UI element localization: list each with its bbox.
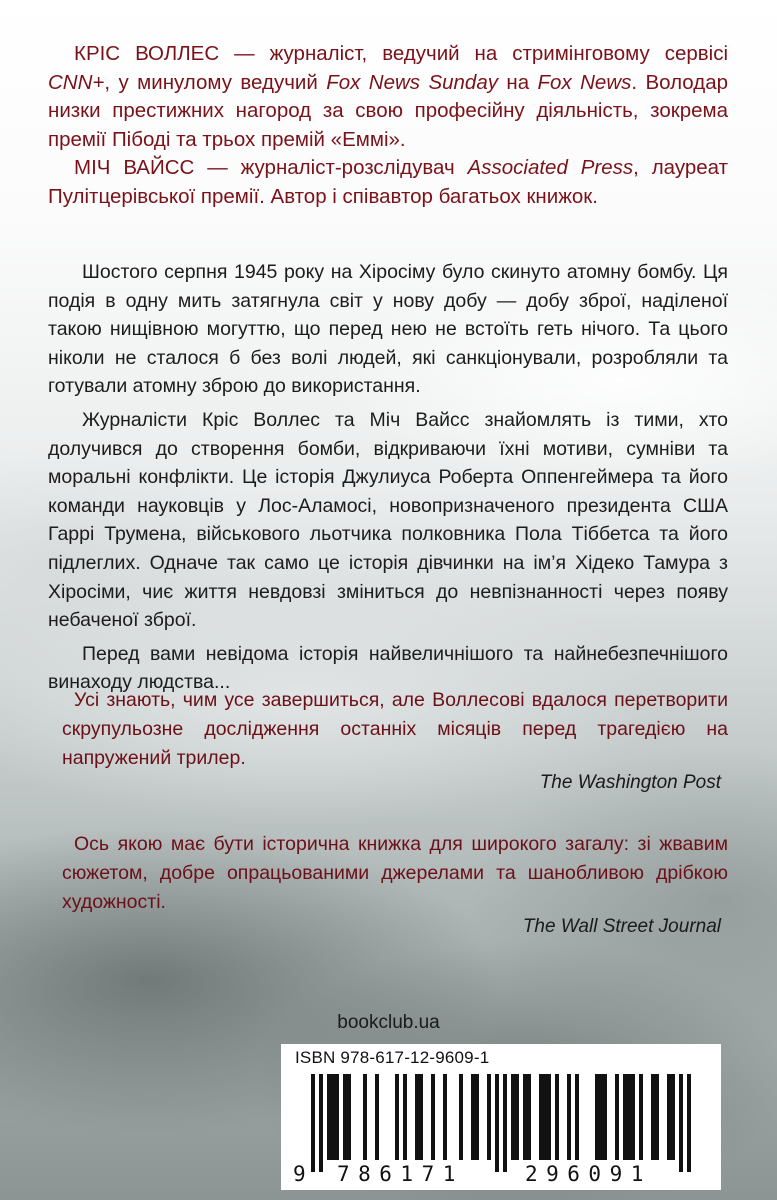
barcode-bar — [475, 1074, 479, 1160]
associated-press: Associated Press — [467, 156, 634, 179]
barcode-bar — [363, 1074, 367, 1160]
barcode-bar — [547, 1074, 551, 1160]
barcode-bar — [335, 1074, 339, 1160]
author-bios — [48, 40, 728, 211]
cnn-plus: CNN+ — [48, 70, 105, 94]
barcode-digits-right: 296091 — [525, 1162, 652, 1186]
barcode-bar — [631, 1074, 635, 1160]
barcode-bar — [671, 1074, 675, 1160]
barcode-bar — [415, 1074, 419, 1160]
barcode-bar — [603, 1074, 607, 1160]
isbn-barcode — [281, 1044, 721, 1190]
barcode-digits-left: 786171 — [337, 1162, 464, 1186]
barcode-digit-lead: 9 — [293, 1162, 306, 1186]
synopsis — [48, 258, 728, 702]
barcode-bar — [419, 1074, 423, 1160]
barcode-bar — [459, 1074, 463, 1160]
barcode-bar — [515, 1074, 519, 1160]
barcode-bar — [395, 1074, 399, 1160]
fox-news-sunday: Fox News Sunday — [326, 70, 498, 94]
review-quote-1: Усі знають, чим усе завершиться, але Воллесові вдалося перетворити скрупульозне дослідження останніх місяців перед трагедією на напружений трилер. — [62, 689, 728, 769]
synopsis-paragraph-2: Журналісти Кріс Воллес та Міч Вайсс знайомлять із тими, хто долучився до створення бомби, відкриваючи їхні мотиви, сумніви та моральні конфлікти. Це історія Джулиуса Роберта Оппенгеймера та його команди науковців у Лос-Аламосі, новопризначеного президента США Гаррі Трумена, військового льотчика полковника Пола Тіббетса та його підлеглих. Одначе так само це історія дівчинки на ім’я Хідеко Тамура з Хіросіми, чиє життя невдовзі зміниться до невпізнанності через появу небаченої зброї. — [48, 408, 728, 632]
barcode-bar — [639, 1074, 643, 1160]
barcode-bar — [655, 1074, 659, 1160]
synopsis-paragraph-1: Шостого серпня 1945 року на Хіросіму було скинуто атомну бомбу. Ця подія в одну мить затягнула світ у нову добу — добу зброї, наділеної такою нищівною могуттю, що перед нею не встоїть геть нічого. Та цього ніколи не сталося б без волі людей, які санкціонували, розробляли та готували атомну зброю до використання. — [48, 261, 728, 398]
barcode-bar — [539, 1074, 543, 1160]
synopsis-paragraph-3: Перед вами невідома історія найвеличнішого та найнебезпечнішого винаходу людства... — [48, 642, 728, 694]
barcode-guard-bar — [311, 1074, 315, 1172]
barcode-bar — [403, 1074, 407, 1160]
barcode-bar — [627, 1074, 631, 1160]
barcode-bar — [599, 1074, 603, 1160]
barcode-bar — [443, 1074, 447, 1160]
website-link[interactable]: bookclub.ua — [337, 1012, 440, 1033]
barcode-bar — [511, 1074, 515, 1160]
barcode-bar — [575, 1074, 579, 1160]
barcode-guard-bar — [679, 1074, 683, 1172]
barcode-bar — [375, 1074, 379, 1160]
wallace-name: КРІС ВОЛЛЕС — [74, 42, 220, 65]
barcode-bar — [431, 1074, 435, 1160]
barcode-bar — [615, 1074, 619, 1160]
barcode-bar — [623, 1074, 627, 1160]
fox-news: Fox News — [537, 70, 632, 94]
barcode-guard-bar — [319, 1074, 323, 1172]
barcode-guard-bar — [495, 1074, 499, 1172]
weiss-name: МІЧ ВАЙСС — [74, 156, 195, 179]
barcode-guard-bar — [687, 1074, 691, 1172]
barcode-bar — [651, 1074, 655, 1160]
barcode-bar — [567, 1074, 571, 1160]
barcode-bar — [527, 1074, 531, 1160]
wallace-bio: КРІС ВОЛЛЕС — журналіст, ведучий на стримінговому сервісі CNN+, у минулому ведучий Fox News Sunday на Fox News. Володар низки престижних нагород за свою професійну діяльність, зокрема премії Пібоді та трьох премій «Еммі». — [48, 42, 729, 151]
barcode-bar — [327, 1074, 331, 1160]
barcode-bar — [555, 1074, 559, 1160]
review-quote-2: Ось якою має бути історична книжка для широкого загалу: зі жвавим сюжетом, добре опрацьованими джерелами та шанобливою дрібкою художності. — [62, 833, 728, 913]
barcode-bar — [343, 1074, 347, 1160]
barcode-bar — [331, 1074, 335, 1160]
barcode-guard-bar — [503, 1074, 507, 1172]
barcode-bar — [523, 1074, 527, 1160]
barcode-bar — [667, 1074, 671, 1160]
review-source-2: The Wall Street Journal — [522, 916, 721, 937]
review-source-1: The Washington Post — [539, 772, 721, 793]
barcode-bar — [487, 1074, 491, 1160]
barcode-bar — [543, 1074, 547, 1160]
barcode-bar — [595, 1074, 599, 1160]
isbn-label: ISBN 978-617-12-9609-1 — [295, 1048, 490, 1067]
weiss-bio: МІЧ ВАЙСС — журналіст-розслідувач Associated Press, лауреат Пулітцерівської премії. Автор і співавтор багатьох книжок. — [48, 156, 728, 208]
barcode-bar — [347, 1074, 351, 1160]
barcode-bar — [471, 1074, 475, 1160]
